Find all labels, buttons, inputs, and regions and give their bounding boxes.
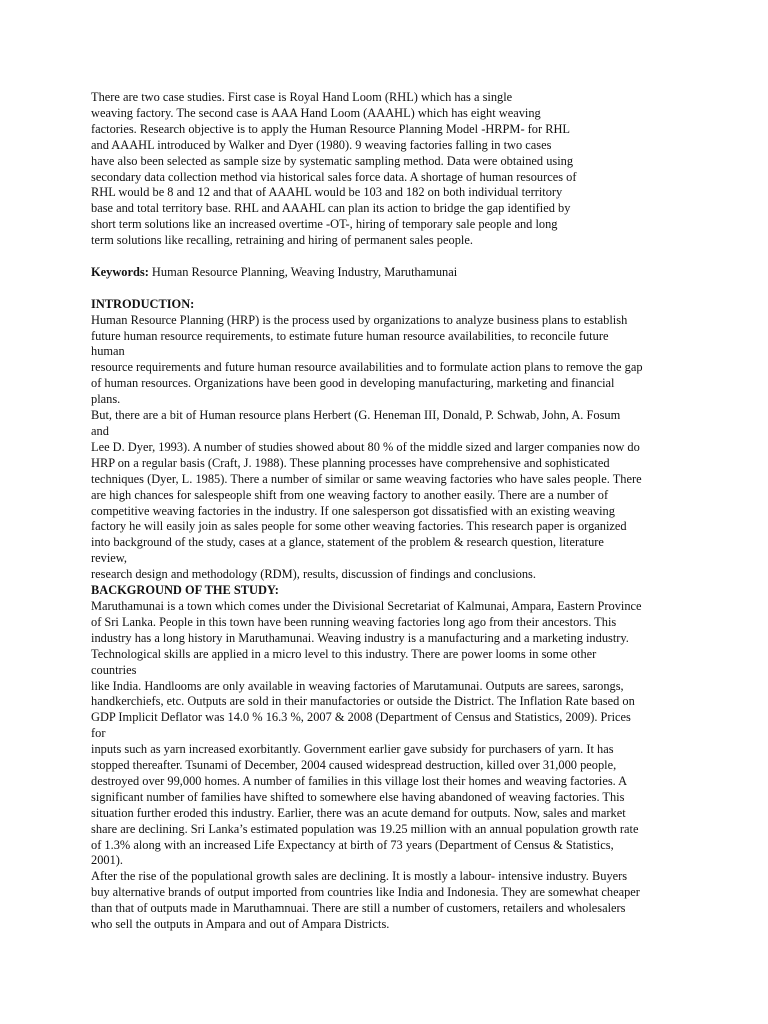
text-line: GDP Implicit Deflator was 14.0 % 16.3 %, 2007 & 2008 (Department of Census and Statistics, 2009). Prices <box>91 710 631 725</box>
text-line: Lee D. Dyer, 1993). A number of studies showed about 80 % of the middle sized and larger companies now do <box>91 439 640 454</box>
text-line: future human resource requirements, to estimate future human resource availabilities, to reconcile future <box>91 328 609 343</box>
text-line: who sell the outputs in Ampara and out of Ampara Districts. <box>91 917 390 932</box>
text-line: factories. Research objective is to apply the Human Resource Planning Model -HRPM- for RHL <box>91 121 570 136</box>
introduction-heading: INTRODUCTION: <box>91 296 195 311</box>
text-line: share are declining. Sri Lanka’s estimated population was 19.25 million with an annual population growth rate <box>91 821 639 836</box>
text-line: research design and methodology (RDM), results, discussion of findings and conclusions. <box>91 567 536 582</box>
text-line: RHL would be 8 and 12 and that of AAAHL would be 103 and 182 on both individual territory <box>91 185 563 200</box>
text-line: handkerchiefs, etc. Outputs are sold in their manufactories or outside the District. The Inflation Rate based on <box>91 694 635 709</box>
text-line: base and total territory base. RHL and AAAHL can plan its action to bridge the gap identified by <box>91 201 571 216</box>
paragraph-gap <box>91 249 681 265</box>
text-line: are high chances for salespeople shift from one weaving factory to another easily. There are a number of <box>91 487 609 502</box>
text-line: techniques (Dyer, L. 1985). There a number of similar or same weaving factories who have sales people. There <box>91 471 642 486</box>
background-section <box>91 583 681 933</box>
keywords-label: Keywords: <box>91 264 149 279</box>
text-line: stopped thereafter. Tsunami of December, 2004 caused widespread destruction, killed over 31,000 people, <box>91 758 617 773</box>
text-line: significant number of families have shifted to somewhere else having abandoned of weaving factories. This <box>91 789 625 804</box>
text-line: industry has a long history in Maruthamunai. Weaving industry is a manufacturing and a marketing industry. <box>91 630 629 645</box>
text-line: for <box>91 726 106 741</box>
paragraph-gap <box>91 281 681 297</box>
text-line: review, <box>91 551 128 566</box>
text-line: factory he will easily join as sales people for some other weaving factories. This research paper is organized <box>91 519 627 534</box>
text-line: But, there are a bit of Human resource plans Herbert (G. Heneman III, Donald, P. Schwab, John, A. Fosum <box>91 408 621 423</box>
text-line: resource requirements and future human resource availabilities and to formulate action plans to remove the gap <box>91 360 643 375</box>
text-line: secondary data collection method via historical sales force data. A shortage of human resources of <box>91 169 577 184</box>
text-line: short term solutions like an increased overtime -OT-, hiring of temporary sale people and long <box>91 217 558 232</box>
text-line: situation further eroded this industry. Earlier, there was an acute demand for outputs. Now, sales and market <box>91 805 626 820</box>
text-line: of Sri Lanka. People in this town have been running weaving factories long ago from their ancestors. This <box>91 614 617 629</box>
background-heading: BACKGROUND OF THE STUDY: <box>91 583 279 598</box>
text-line: destroyed over 99,000 homes. A number of families in this village lost their homes and weaving factories. A <box>91 773 628 788</box>
text-line: inputs such as yarn increased exorbitantly. Government earlier gave subsidy for purchasers of yarn. It has <box>91 742 614 757</box>
text-line: 2001). <box>91 853 124 868</box>
text-line: like India. Handlooms are only available in weaving factories of Marutamunai. Outputs are sarees, sarongs, <box>91 678 624 693</box>
text-line: into background of the study, cases at a glance, statement of the problem & research question, literature <box>91 535 604 550</box>
introduction-section <box>91 297 681 583</box>
text-line: and <box>91 424 109 438</box>
text-line: than that of outputs made in Maruthamnuai. There are still a number of customers, retailers and wholesalers <box>91 901 626 916</box>
keywords-text: Human Resource Planning, Weaving Industry, Maruthamunai <box>148 264 458 279</box>
text-line: Maruthamunai is a town which comes under the Divisional Secretariat of Kalmunai, Ampara, Eastern Province <box>91 598 642 613</box>
document-page <box>91 90 681 933</box>
text-line: There are two case studies. First case is Royal Hand Loom (RHL) which has a single <box>91 90 513 104</box>
text-line: and AAAHL introduced by Walker and Dyer (1980). 9 weaving factories falling in two cases <box>91 137 552 152</box>
text-line: competitive weaving factories in the industry. If one salesperson got dissatisfied with an existing weaving <box>91 503 615 518</box>
text-line: plans. <box>91 392 121 407</box>
text-line: buy alternative brands of output imported from countries like India and Indonesia. They are somewhat cheaper <box>91 885 640 900</box>
text-line: of human resources. Organizations have been good in developing manufacturing, marketing and financial <box>91 376 615 391</box>
keywords-line <box>91 265 681 281</box>
text-line: Technological skills are applied in a micro level to this industry. There are power looms in some other <box>91 646 597 661</box>
text-line: weaving factory. The second case is AAA Hand Loom (AAAHL) which has eight weaving <box>91 105 541 120</box>
text-line: HRP on a regular basis (Craft, J. 1988). These planning processes have comprehensive and sophisticated <box>91 455 610 470</box>
text-line: of 1.3% along with an increased Life Expectancy at birth of 73 years (Department of Census & Statistics, <box>91 837 614 852</box>
text-line: term solutions like recalling, retraining and hiring of permanent sales people. <box>91 233 473 248</box>
text-line: After the rise of the populational growth sales are declining. It is mostly a labour- intensive industry. Buyers <box>91 869 628 884</box>
text-line: countries <box>91 662 137 677</box>
text-line: have also been selected as sample size by systematic sampling method. Data were obtained using <box>91 153 574 168</box>
abstract-paragraph <box>91 90 681 249</box>
text-line: Human Resource Planning (HRP) is the process used by organizations to analyze business plans to establish <box>91 312 628 327</box>
text-line: human <box>91 344 125 359</box>
